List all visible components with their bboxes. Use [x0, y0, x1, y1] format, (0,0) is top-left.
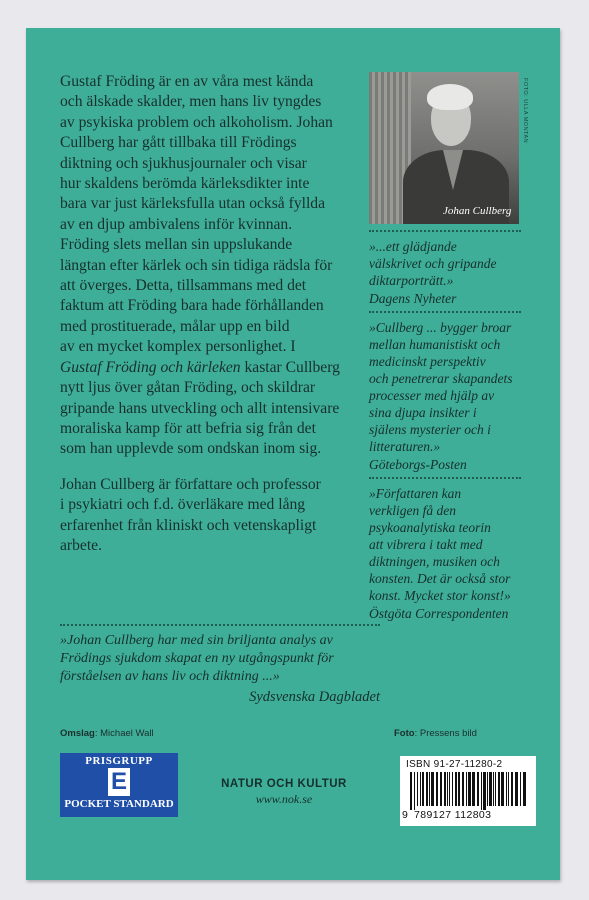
review-quote-text: [60, 632, 380, 686]
text-line: Johan Cullberg är författare och professor: [60, 475, 321, 493]
text-line: konsten. Det är också stor: [369, 571, 511, 586]
text-line: förståelsen av hans liv och diktning ...»: [60, 669, 280, 684]
book-title-italic: Gustaf Fröding och kärleken: [60, 358, 241, 376]
text-line: faktum att Fröding bara hade förhållanden: [60, 297, 324, 315]
text-line: bara var just kärleksfulla utan också fyllda: [60, 195, 325, 213]
text-line: »Cullberg ... bygger broar: [369, 320, 512, 335]
review-source: Östgöta Correspondenten: [369, 606, 509, 621]
review-source: Göteborgs-Posten: [369, 457, 467, 472]
text-line: verkligen få den: [369, 503, 456, 518]
text-line: diktarporträtt.»: [369, 273, 454, 288]
text-line: sina djupa insikter i: [369, 405, 477, 420]
text-line: konst. Mycket stor konst!»: [369, 588, 511, 603]
text-line: moraliska kamp för att befria sig från det: [60, 419, 316, 437]
text-line: Gustaf Fröding är en av våra mest kända: [60, 73, 314, 90]
barcode-icon: [410, 772, 528, 810]
text-line: gripande hans utveckling och allt intensivare: [60, 399, 340, 417]
text-line: att överges. Detta, tillsammans med det: [60, 277, 307, 295]
text-line: medicinskt perspektiv: [369, 354, 486, 369]
text-line: Fröding slets mellan sin uppslukande: [60, 236, 293, 254]
text-line: av psykiska problem och alkoholism. Johan: [60, 113, 333, 131]
author-photo: [369, 72, 519, 224]
right-review-quotes: [369, 230, 521, 626]
review-source: Sydsvenska Dagbladet: [249, 689, 380, 705]
text-line: Frödings sjukdom skapat en ny utgångspunkt för: [60, 651, 334, 666]
text-line: processer med hjälp av: [369, 388, 495, 403]
text-line: välskrivet och gripande: [369, 256, 497, 271]
cover-credit: Omslag: Michael Wall: [60, 728, 154, 739]
text-line: diktning och sjukhusjournaler och visar: [60, 154, 307, 172]
blurb-paragraph-1: [60, 72, 380, 460]
text-line: erfarenhet från kliniskt och vetenskapligt: [60, 516, 317, 534]
text-line: »Författaren kan: [369, 486, 462, 501]
text-line: Cullberg har gått tillbaka till Frödings: [60, 134, 297, 152]
isbn-text: ISBN 91-27-11280-2: [406, 759, 503, 770]
photo-credit: FOTO: ULLA MONTAN: [522, 78, 528, 144]
photo-credit-bottom: Foto: Pressens bild: [394, 728, 477, 739]
text-line: och penetrerar skapandets: [369, 371, 513, 386]
review-quote: [369, 479, 521, 626]
dotted-divider: [60, 624, 380, 626]
review-source: Dagens Nyheter: [369, 291, 457, 306]
text-line: arbete.: [60, 536, 102, 554]
text-line: av en mycket komplex personlighet. I: [60, 338, 296, 356]
text-line: diktningen, musiken och: [369, 554, 500, 569]
price-group-type: POCKET STANDARD: [64, 798, 174, 810]
text-line: som han upplevde som ondskan inom sig.: [60, 440, 322, 458]
blurb-after-title: kastar Cullberg: [240, 358, 340, 376]
author-photo-caption: Johan Cullberg: [443, 205, 512, 217]
text-line: hur skaldens berömda kärleksdikter inte: [60, 175, 310, 193]
left-review-quote: [60, 624, 380, 706]
text-line: »...ett glädjande: [369, 239, 457, 254]
price-group-badge: [60, 753, 178, 817]
text-line: nytt ljus över gåtan Fröding, och skildrar: [60, 379, 316, 397]
text-line: psykoanalytiska teorin: [369, 520, 491, 535]
text-line: av en djup ambivalens inför kvinnan.: [60, 215, 293, 233]
text-line: i psykiatri och f.d. överläkare med lång: [60, 496, 306, 514]
text-line: längtan efter kärlek och sin tidiga rädsla för: [60, 256, 333, 274]
barcode-box: ISBN 91-27-11280-2 9 789127 112803: [400, 756, 536, 826]
blurb-text: [60, 72, 380, 571]
publisher-url: www.nok.se: [255, 792, 313, 806]
price-group-label: PRISGRUPP: [85, 755, 153, 767]
text-line: med prostituerade, målar upp en bild: [60, 317, 290, 335]
review-quote: [369, 313, 521, 477]
review-quote: [369, 232, 521, 311]
text-line: själens mysterier och i: [369, 422, 491, 437]
book-back-cover: [26, 28, 560, 880]
text-line: »Johan Cullberg har med sin briljanta analys av: [60, 633, 333, 648]
text-line: att vibrera i takt med: [369, 537, 483, 552]
text-line: och älskade skalder, men hans liv tyngdes: [60, 93, 322, 111]
text-line: mellan humanistiskt och: [369, 337, 501, 352]
blurb-paragraph-2: [60, 475, 380, 557]
text-line: litteraturen.»: [369, 439, 441, 454]
publisher-name: NATUR OCH KULTUR: [221, 778, 347, 790]
price-group-letter: E: [108, 768, 130, 796]
publisher: [204, 778, 364, 807]
